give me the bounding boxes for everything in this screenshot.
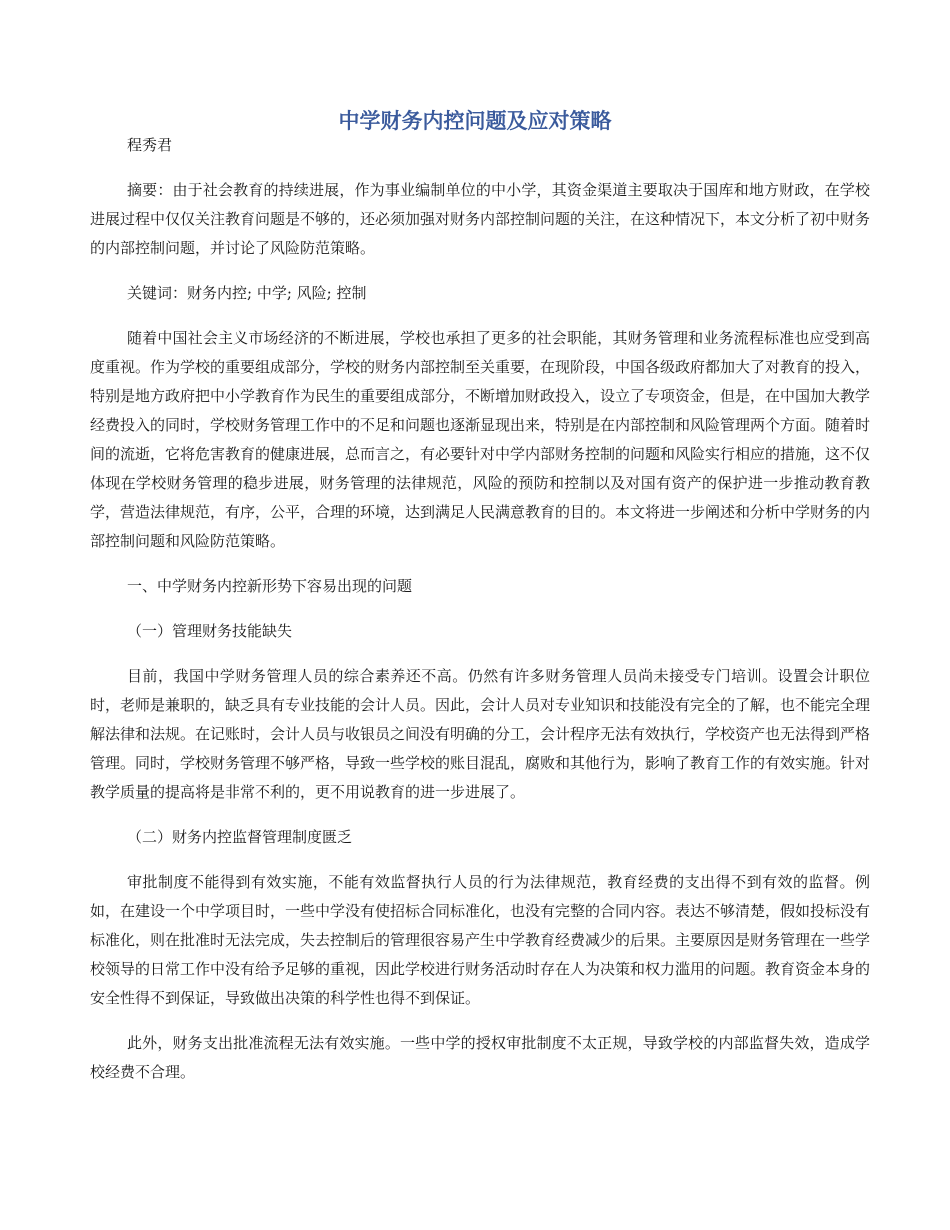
- document-title: 中学财务内控问题及应对策略: [338, 108, 612, 133]
- body-paragraph: 此外，财务支出批准流程无法有效实施。一些中学的授权审批制度不太正规，导致学校的内部监督失效，造成学校经费不合理。: [90, 1034, 870, 1081]
- abstract-paragraph: 摘要：由于社会教育的持续进展，作为事业编制单位的中小学，其资金渠道主要取决于国库和地方财政，在学校进展过程中仅仅关注教育问题是不够的，还必须加强对财务内部控制问题的关注，在这种情况下，本文分析了初中财务的内部控制问题，并讨论了风险防范策略。: [90, 181, 871, 257]
- document-body: [90, 176, 870, 1103]
- body-paragraph: 目前，我国中学财务管理人员的综合素养还不高。仍然有许多财务管理人员尚未接受专门培训。设置会计职位时，老师是兼职的，缺乏具有专业技能的会计人员。因此，会计人员对专业知识和技能没有完全的了解，也不能完全理解法律和法规。在记账时，会计人员与收银员之间没有明确的分工，会计程序无法有效执行，学校资产也无法得到严格管理。同时，学校财务管理不够严格，导致一些学校的账目混乱，腐败和其他行为，影响了教育工作的有效实施。针对教学质量的提高将是非常不利的，更不用说教育的进一步进展了。: [90, 667, 871, 801]
- keywords-line: 关键词：财务内控; 中学; 风险; 控制: [127, 284, 367, 302]
- subsection-heading: （二）财务内控监督管理制度匮乏: [127, 828, 353, 846]
- intro-paragraph: 随着中国社会主义市场经济的不断进展，学校也承担了更多的社会职能，其财务管理和业务流程标准也应受到高度重视。作为学校的重要组成部分，学校的财务内部控制至关重要，在现阶段，中国各级政府都加大了对教育的投入，特别是地方政府把中小学教育作为民生的重要组成部分，不断增加财政投入，设立了专项资金，但是，在中国加大教学经费投入的同时，学校财务管理工作中的不足和问题也逐渐显现出来，特别是在内部控制和风险管理两个方面。随着时间的流逝，它将危害教育的健康进展，总而言之，有必要针对中学内部财务控制的问题和风险实行相应的措施，这不仅体现在学校财务管理的稳步进展，财务管理的法律规范，风险的预防和控制以及对国有资产的保护进一步推动教育教学，营造法律规范，有序，公平，合理的环境，达到满足人民满意教育的目的。本文将进一步阐述和分析中学财务的内部控制问题和风险防范策略。: [90, 329, 871, 550]
- section-heading: 一、中学财务内控新形势下容易出现的问题: [127, 577, 413, 595]
- subsection-heading: （一）管理财务技能缺失: [127, 622, 293, 640]
- body-paragraph: 审批制度不能得到有效实施，不能有效监督执行人员的行为法律规范，教育经费的支出得不到有效的监督。例如，在建设一个中学项目时，一些中学没有使招标合同标准化，也没有完整的合同内容。表达不够清楚，假如投标没有标准化，则在批准时无法完成，失去控制后的管理很容易产生中学教育经费减少的后果。主要原因是财务管理在一些学校领导的日常工作中没有给予足够的重视，因此学校进行财务活动时存在人为决策和权力滥用的问题。教育资金本身的安全性得不到保证，导致做出决策的科学性也得不到保证。: [90, 873, 871, 1007]
- author-name: 程秀君: [127, 136, 173, 154]
